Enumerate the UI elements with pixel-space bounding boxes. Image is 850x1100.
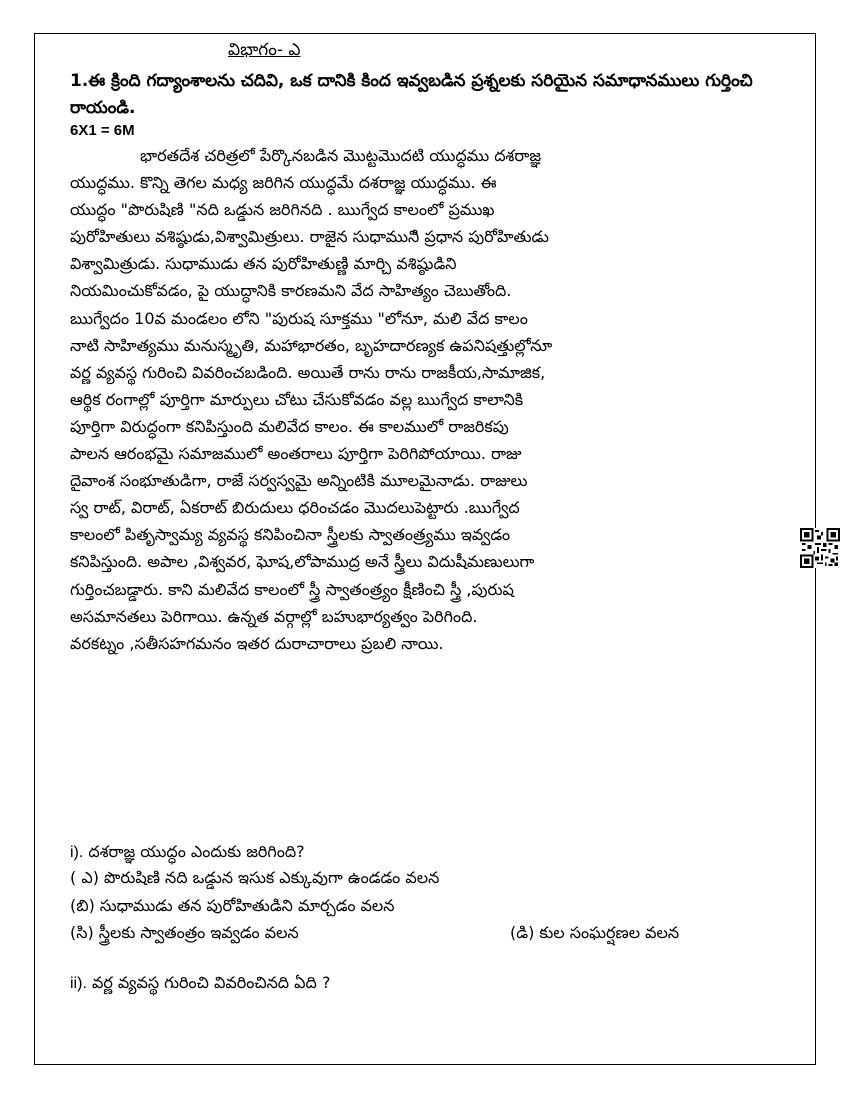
passage-line: యుద్ధము. కొన్ని తెగల మధ్య జరిగిన యుద్ధమే దశరాజ్ఞ యుద్ధము. ఈ xyxy=(70,173,497,193)
instruction-heading: 1.ఈ క్రింది గద్యాంశాలను చదివి, ఒక దానికి కింద ఇవ్వబడిన ప్రశ్నలకు సరియైన సమాధానములు గుర్తించి రాయండి. xyxy=(70,71,753,118)
marks-label: 6X1 = 6M xyxy=(70,122,135,139)
passage-line: కాలంలో పితృస్వామ్య వ్యవస్థ కనిపించినా స్త్రీలకు స్వాతంత్ర్యము ఇవ్వడం xyxy=(70,525,511,545)
option-row-c-d xyxy=(70,923,790,946)
passage-line: దైవాంశ సంభూతుడిగా, రాజే సర్వస్వమై అన్నింటికి మూలమైనాడు. రాజులు xyxy=(70,471,528,491)
option-a: ( ఎ) పొరుషిణి నది ఒడ్డున ఇసుక ఎక్కువుగా ఉండడం వలన xyxy=(70,868,440,887)
passage-line: వర్ణ వ్యవస్థ గురించి వివరించబడింది. అయితే రాను రాను రాజకీయ,సామాజిక, xyxy=(70,362,546,382)
question-number: ii). xyxy=(70,975,87,992)
passage-line: పురోహితులు వశిష్ఠుడు,విశ్వామిత్రులు. రాజైన సుధామునిి ప్రధాన పురోహితుడు xyxy=(70,227,549,247)
question-text: దశరాజ్ఞ యుద్ధం ఎందుకు జరిగింది? xyxy=(88,842,305,861)
passage xyxy=(70,142,782,657)
passage-line: కనిపిస్తుంది. అపాల ,విశ్వవర, ఘోష,లోపాముద్ర అనే స్త్రీలు విదుషీమణులుగా xyxy=(70,552,535,572)
qr-code-icon xyxy=(800,527,840,569)
passage-line: పాలన ఆరంభమై సమాజములో అంతరాలు పూర్తిగా పెరిగిపోయాయి. రాజు xyxy=(70,444,522,464)
passage-line: పూర్తిగా విరుద్ధంగా కనిపిస్తుంది మలివేద కాలం. ఈ కాలములో రాజరికపు xyxy=(70,416,509,436)
option-c: (సి) స్త్రీలకు స్వాతంత్రం ఇవ్వడం వలన xyxy=(70,923,299,942)
passage-line: వరకట్నం ,సతీసహగమనం ఇతర దురాచారాలు ప్రబలి నాయి. xyxy=(70,633,444,653)
section-title: విభాగం- ఎ xyxy=(228,40,301,60)
option-d: (డి) కుల సంఘర్షణల వలన xyxy=(510,923,680,942)
question-1 xyxy=(70,842,790,865)
option-b: (బి) సుధాముడు తన పురోహితుడిని మార్చడం వలన xyxy=(70,896,395,915)
passage-line: ఋగ్వేదం 10వ మండలం లోని "పురుష సూక్తము "లోనూ, మలి వేద కాలం xyxy=(70,308,528,328)
question-text: వర్ణ వ్యవస్థ గురించి వివరించినది ఏది ? xyxy=(91,973,331,992)
passage-line: గుర్తించబడ్డారు. కాని మలివేద కాలంలో స్త్రీ స్వాతంత్ర్యం క్షీణించి స్త్రీ ,పురుష xyxy=(70,579,514,599)
passage-line: స్వ రాట్, విరాట్, ఏకరాట్ బిరుదులు ధరించడం మొదలుపెట్టారు .ఋగ్వేద xyxy=(70,498,520,518)
question-number: i). xyxy=(70,844,84,861)
passage-line: నాటి సాహిత్యము మనుస్మృతి, మహాభారతం, బృహదారణ్యక ఉపనిషత్తుల్లోనూ xyxy=(70,335,553,355)
passage-line: ఆర్థిక రంగాల్లో పూర్తిగా మార్పులు చోటు చేసుకోవడం వల్ల ఋగ్వేద కాలానికి xyxy=(70,389,524,409)
passage-line: నియమించుకోవడం, పై యుద్ధానికి కారణమని వేద సాహిత్యం చెబుతోంది. xyxy=(70,281,512,301)
question-2 xyxy=(70,973,790,996)
passage-line: విశ్వామిత్రుడు. సుధాముడు తన పురోహితుణ్ణి మార్చి వశిష్ఠుడిని xyxy=(70,254,457,274)
passage-line: భారతదేశ చరిత్రలో పేర్కొనబడిన మొట్టమొదటి యుద్ధము దశరాజ్ఞ xyxy=(140,146,542,165)
passage-line: యుద్ధం "పొరుషిణి "నది ఒడ్డున జరిగినది . ఋగ్వేద కాలంలో ప్రముఖ xyxy=(70,200,495,220)
passage-line: అసమానతలు పెరిగాయి. ఉన్నత వర్గాల్లో బహుభార్యత్వం పెరిగింది. xyxy=(70,606,478,626)
